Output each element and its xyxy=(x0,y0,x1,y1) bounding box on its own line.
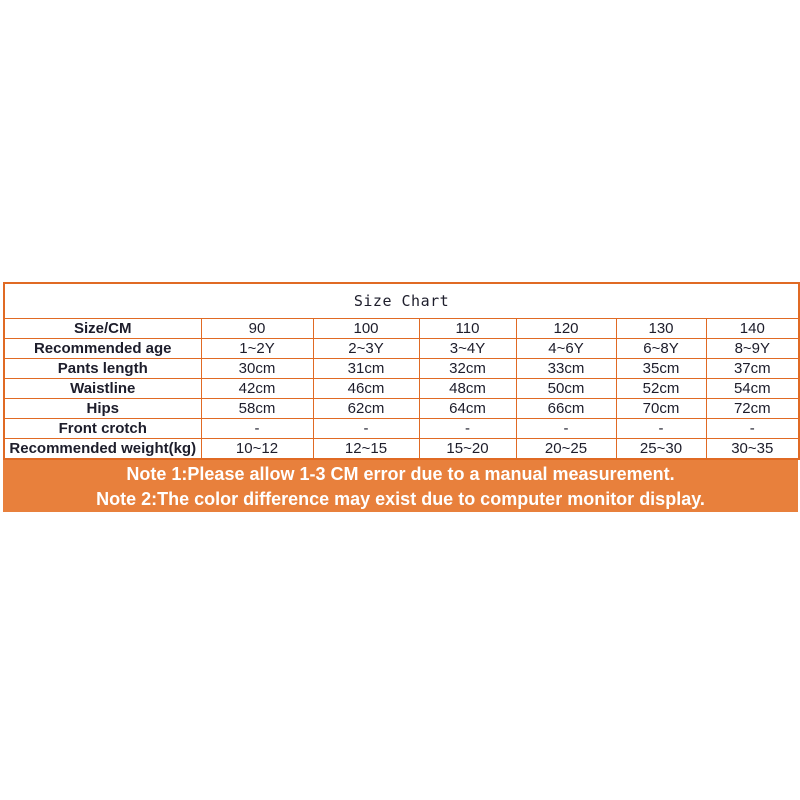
table-cell: 62cm xyxy=(313,399,419,419)
table-cell: 35cm xyxy=(616,359,706,379)
chart-title: Size Chart xyxy=(4,283,799,319)
table-row-front-crotch xyxy=(4,419,799,439)
table-cell: 52cm xyxy=(616,379,706,399)
table-cell: - xyxy=(616,419,706,439)
table-cell: 25~30 xyxy=(616,439,706,460)
table-cell: 64cm xyxy=(419,399,516,419)
table-cell: 30cm xyxy=(201,359,313,379)
table-cell: 8~9Y xyxy=(706,339,799,359)
table-cell: 1~2Y xyxy=(201,339,313,359)
table-cell: - xyxy=(201,419,313,439)
table-cell: 2~3Y xyxy=(313,339,419,359)
table-cell: 32cm xyxy=(419,359,516,379)
note-line-2: Note 2:The color difference may exist due to computer monitor display. xyxy=(96,488,705,509)
size-chart-table xyxy=(3,282,800,460)
table-cell: - xyxy=(706,419,799,439)
table-cell: 6~8Y xyxy=(616,339,706,359)
table-row-hips xyxy=(4,399,799,419)
row-label: Hips xyxy=(4,399,201,419)
table-cell: - xyxy=(419,419,516,439)
table-cell: 42cm xyxy=(201,379,313,399)
table-cell: 3~4Y xyxy=(419,339,516,359)
table-cell: 46cm xyxy=(313,379,419,399)
table-cell: 66cm xyxy=(516,399,616,419)
table-cell: 37cm xyxy=(706,359,799,379)
table-cell: 50cm xyxy=(516,379,616,399)
table-cell: 70cm xyxy=(616,399,706,419)
table-cell: 30~35 xyxy=(706,439,799,460)
table-cell: 33cm xyxy=(516,359,616,379)
table-row-pants-length xyxy=(4,359,799,379)
table-row-waistline xyxy=(4,379,799,399)
size-chart-panel xyxy=(3,282,798,512)
row-label: Front crotch xyxy=(4,419,201,439)
table-cell: 58cm xyxy=(201,399,313,419)
title-row xyxy=(4,283,799,319)
table-cell: 54cm xyxy=(706,379,799,399)
table-cell: 15~20 xyxy=(419,439,516,460)
table-row-recommended-age xyxy=(4,339,799,359)
table-cell: 12~15 xyxy=(313,439,419,460)
row-label: Recommended age xyxy=(4,339,201,359)
column-header-120: 120 xyxy=(516,319,616,339)
row-label: Pants length xyxy=(4,359,201,379)
row-label: Recommended weight(kg) xyxy=(4,439,201,460)
table-cell: - xyxy=(516,419,616,439)
column-header-140: 140 xyxy=(706,319,799,339)
header-row xyxy=(4,319,799,339)
table-cell: 10~12 xyxy=(201,439,313,460)
table-cell: 4~6Y xyxy=(516,339,616,359)
column-header-130: 130 xyxy=(616,319,706,339)
table-cell: 20~25 xyxy=(516,439,616,460)
table-cell: 48cm xyxy=(419,379,516,399)
column-header-110: 110 xyxy=(419,319,516,339)
table-cell: 31cm xyxy=(313,359,419,379)
note-line-1: Note 1:Please allow 1-3 CM error due to a manual measurement. xyxy=(126,463,675,484)
table-row-recommended-weight xyxy=(4,439,799,460)
table-cell: - xyxy=(313,419,419,439)
column-header-100: 100 xyxy=(313,319,419,339)
table-cell: 72cm xyxy=(706,399,799,419)
column-header-size-cm: Size/CM xyxy=(4,319,201,339)
column-header-90: 90 xyxy=(201,319,313,339)
notes-banner xyxy=(3,460,798,512)
row-label: Waistline xyxy=(4,379,201,399)
